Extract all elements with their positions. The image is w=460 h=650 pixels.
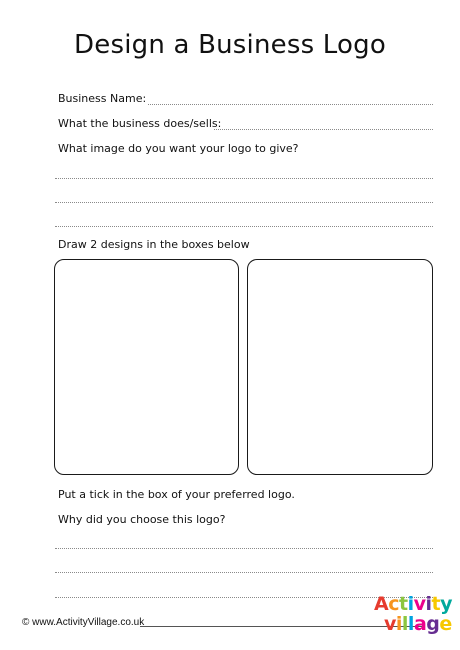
design-box-2[interactable]	[247, 259, 433, 475]
business-does-label: What the business does/sells:	[58, 117, 222, 130]
designs-instruction: Draw 2 designs in the boxes below	[58, 238, 250, 251]
logo-letter: i	[425, 593, 432, 615]
business-does-line[interactable]	[214, 129, 433, 130]
activity-village-logo	[374, 593, 452, 641]
logo-letter: v	[384, 613, 396, 635]
business-name-line[interactable]	[148, 104, 433, 105]
why-answer-line-2[interactable]	[55, 572, 433, 573]
logo-letter: i	[407, 593, 414, 615]
logo-letter: v	[413, 593, 426, 615]
page-title: Design a Business Logo	[74, 30, 386, 60]
logo-letter: a	[413, 613, 427, 635]
image-answer-line-1[interactable]	[55, 178, 433, 179]
why-question-label: Why did you choose this logo?	[58, 513, 226, 526]
logo-word-village	[384, 613, 452, 635]
logo-letter: l	[401, 613, 408, 635]
footer-url: © www.ActivityVillage.co.uk	[22, 617, 145, 628]
logo-letter: c	[388, 593, 399, 615]
logo-letter: y	[440, 593, 452, 615]
image-answer-line-3[interactable]	[55, 226, 433, 227]
logo-letter: g	[426, 613, 440, 635]
logo-letter: l	[407, 613, 414, 635]
logo-letter: e	[439, 613, 452, 635]
business-name-label: Business Name:	[58, 92, 147, 105]
why-answer-line-1[interactable]	[55, 548, 433, 549]
image-question-label: What image do you want your logo to give?	[58, 142, 299, 155]
image-answer-line-2[interactable]	[55, 202, 433, 203]
design-box-1[interactable]	[54, 259, 239, 475]
tick-instruction: Put a tick in the box of your preferred logo.	[58, 488, 295, 501]
logo-letter: i	[395, 613, 402, 635]
logo-letter: t	[431, 593, 441, 615]
logo-letter: t	[398, 593, 408, 615]
logo-word-activity	[374, 593, 452, 615]
logo-letter: A	[374, 593, 389, 615]
